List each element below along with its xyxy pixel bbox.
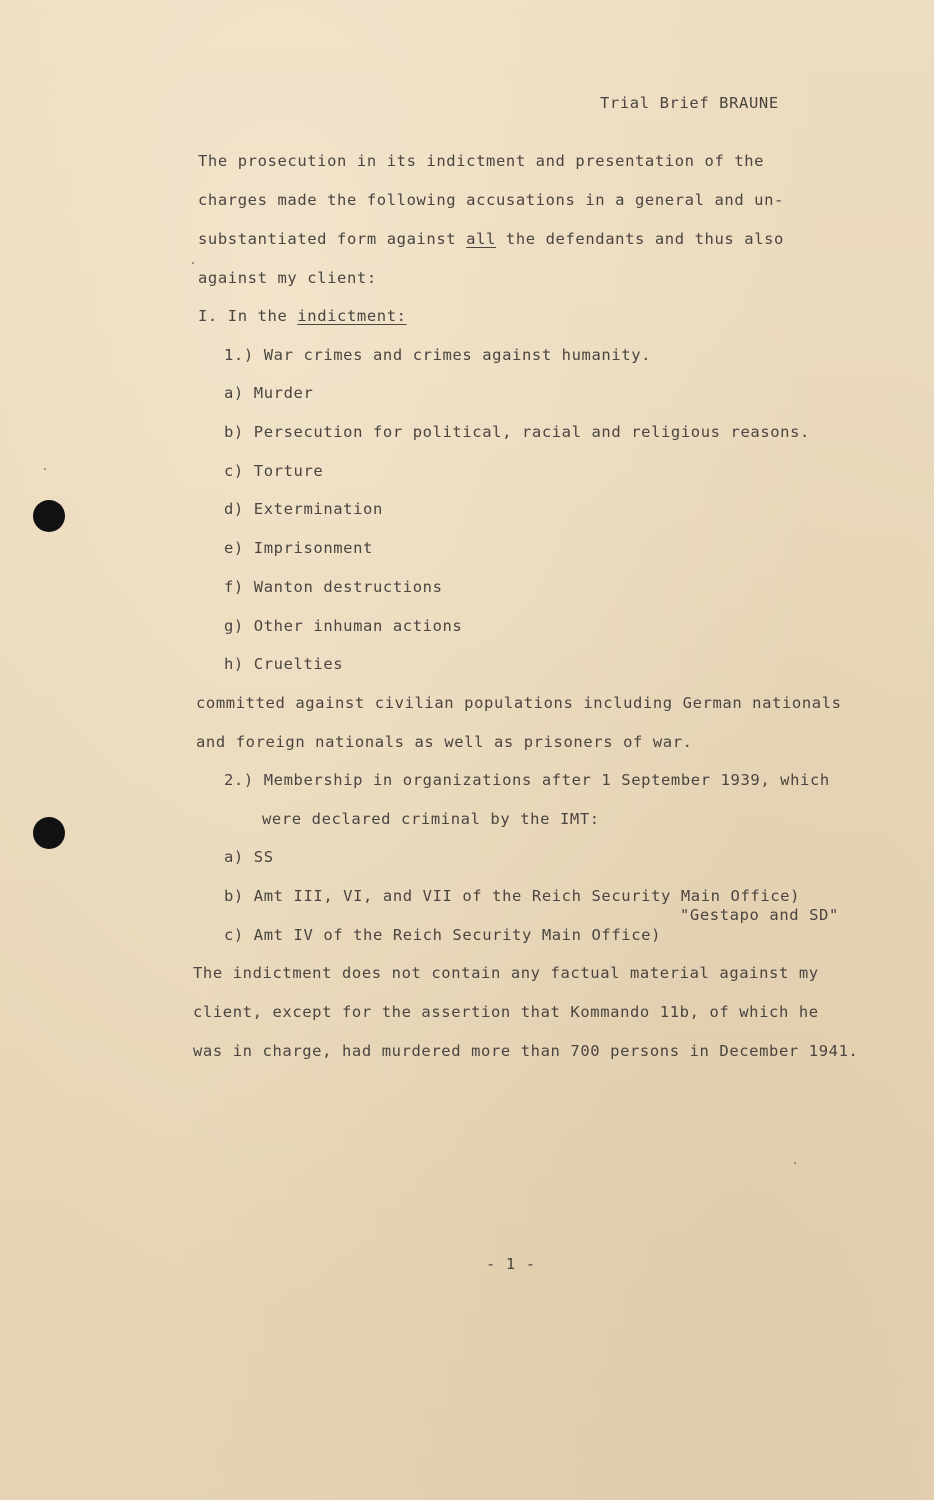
subitem-murder: a) Murder bbox=[224, 384, 314, 402]
intro-line-3-start: substantiated form against bbox=[198, 230, 467, 248]
item-2-continuation: were declared criminal by the IMT: bbox=[262, 810, 600, 828]
org-amt-iv: c) Amt IV of the Reich Security Main Office) bbox=[224, 926, 661, 944]
conclusion-line-2: client, except for the assertion that Kommando 11b, of which he bbox=[193, 1003, 819, 1021]
subitem-imprisonment: e) Imprisonment bbox=[224, 539, 373, 557]
paper-speck bbox=[44, 468, 46, 470]
intro-line-1: The prosecution in its indictment and presentation of the bbox=[198, 152, 765, 170]
conclusion-line-1: The indictment does not contain any factual material against my bbox=[193, 964, 819, 982]
conclusion-line-3: was in charge, had murdered more than 700 persons in December 1941. bbox=[193, 1042, 859, 1060]
underlined-all: all bbox=[466, 230, 496, 248]
paper-speck bbox=[192, 262, 194, 264]
subitem-wanton-destructions: f) Wanton destructions bbox=[224, 578, 443, 596]
intro-line-3 bbox=[198, 230, 784, 248]
underlined-indictment: indictment: bbox=[297, 307, 407, 325]
intro-line-4: against my client: bbox=[198, 269, 377, 287]
item-2-membership: 2.) Membership in organizations after 1 September 1939, which bbox=[224, 771, 830, 789]
subitem-other-inhuman-actions: g) Other inhuman actions bbox=[224, 617, 463, 635]
org-ss: a) SS bbox=[224, 848, 274, 866]
document-header: Trial Brief BRAUNE bbox=[600, 94, 779, 112]
subitem-torture: c) Torture bbox=[224, 462, 324, 480]
item-1-war-crimes: 1.) War crimes and crimes against humanity. bbox=[224, 346, 652, 364]
punch-hole-upper bbox=[33, 500, 65, 532]
section-one-label: I. In the bbox=[198, 307, 298, 325]
page-number: - 1 - bbox=[486, 1255, 536, 1273]
org-bracket-label: "Gestapo and SD" bbox=[680, 906, 839, 924]
intro-line-3-end: the defendants and thus also bbox=[495, 230, 784, 248]
committed-line-1: committed against civilian populations including German nationals bbox=[196, 694, 842, 712]
intro-line-2: charges made the following accusations in a general and un- bbox=[198, 191, 784, 209]
punch-hole-lower bbox=[33, 817, 65, 849]
paper-speck bbox=[794, 1162, 796, 1164]
committed-line-2: and foreign nationals as well as prisoners of war. bbox=[196, 733, 693, 751]
org-amt-iii-vi-vii: b) Amt III, VI, and VII of the Reich Security Main Office) bbox=[224, 887, 801, 905]
subitem-persecution: b) Persecution for political, racial and religious reasons. bbox=[224, 423, 810, 441]
section-one-heading bbox=[198, 307, 407, 325]
subitem-extermination: d) Extermination bbox=[224, 500, 383, 518]
subitem-cruelties: h) Cruelties bbox=[224, 655, 344, 673]
